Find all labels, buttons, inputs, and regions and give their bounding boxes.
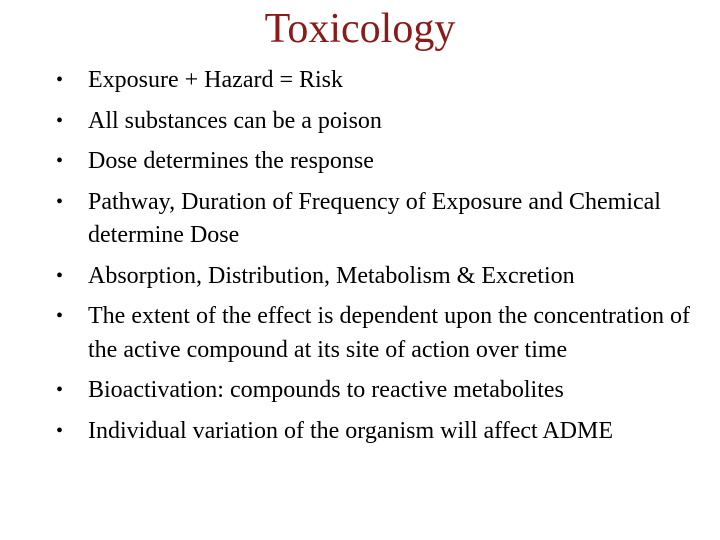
bullet-item	[56, 64, 696, 98]
bullet-item	[56, 186, 696, 253]
bullet-text: The extent of the effect is dependent upon the concentration of the active compound at its site of action over time	[88, 303, 690, 363]
bullet-item	[56, 145, 696, 179]
bullet-icon: •	[56, 109, 64, 132]
bullet-text: Dose determines the response	[88, 148, 374, 174]
bullet-item	[56, 415, 696, 449]
bullet-item	[56, 105, 696, 139]
bullet-icon: •	[56, 305, 64, 327]
bullet-item	[56, 374, 696, 408]
slide-title: Toxicology	[264, 6, 456, 52]
bullet-icon: •	[56, 264, 64, 287]
bullet-icon: •	[56, 150, 64, 172]
bullet-text: Exposure + Hazard = Risk	[88, 67, 344, 93]
bullet-text: Absorption, Distribution, Metabolism & Excretion	[88, 262, 575, 289]
bullet-icon: •	[56, 190, 64, 213]
bullet-icon: •	[56, 419, 64, 442]
bullet-list	[56, 64, 696, 455]
bullet-icon: •	[56, 69, 64, 91]
bullet-text: Bioactivation: compounds to reactive metabolites	[88, 377, 564, 403]
bullet-text: Pathway, Duration of Frequency of Exposure and Chemical determine Dose	[88, 188, 661, 248]
bullet-text: All substances can be a poison	[88, 107, 382, 134]
bullet-item	[56, 260, 696, 294]
bullet-text: Individual variation of the organism will affect ADME	[88, 417, 613, 444]
bullet-icon: •	[56, 379, 64, 401]
bullet-item	[56, 300, 696, 367]
